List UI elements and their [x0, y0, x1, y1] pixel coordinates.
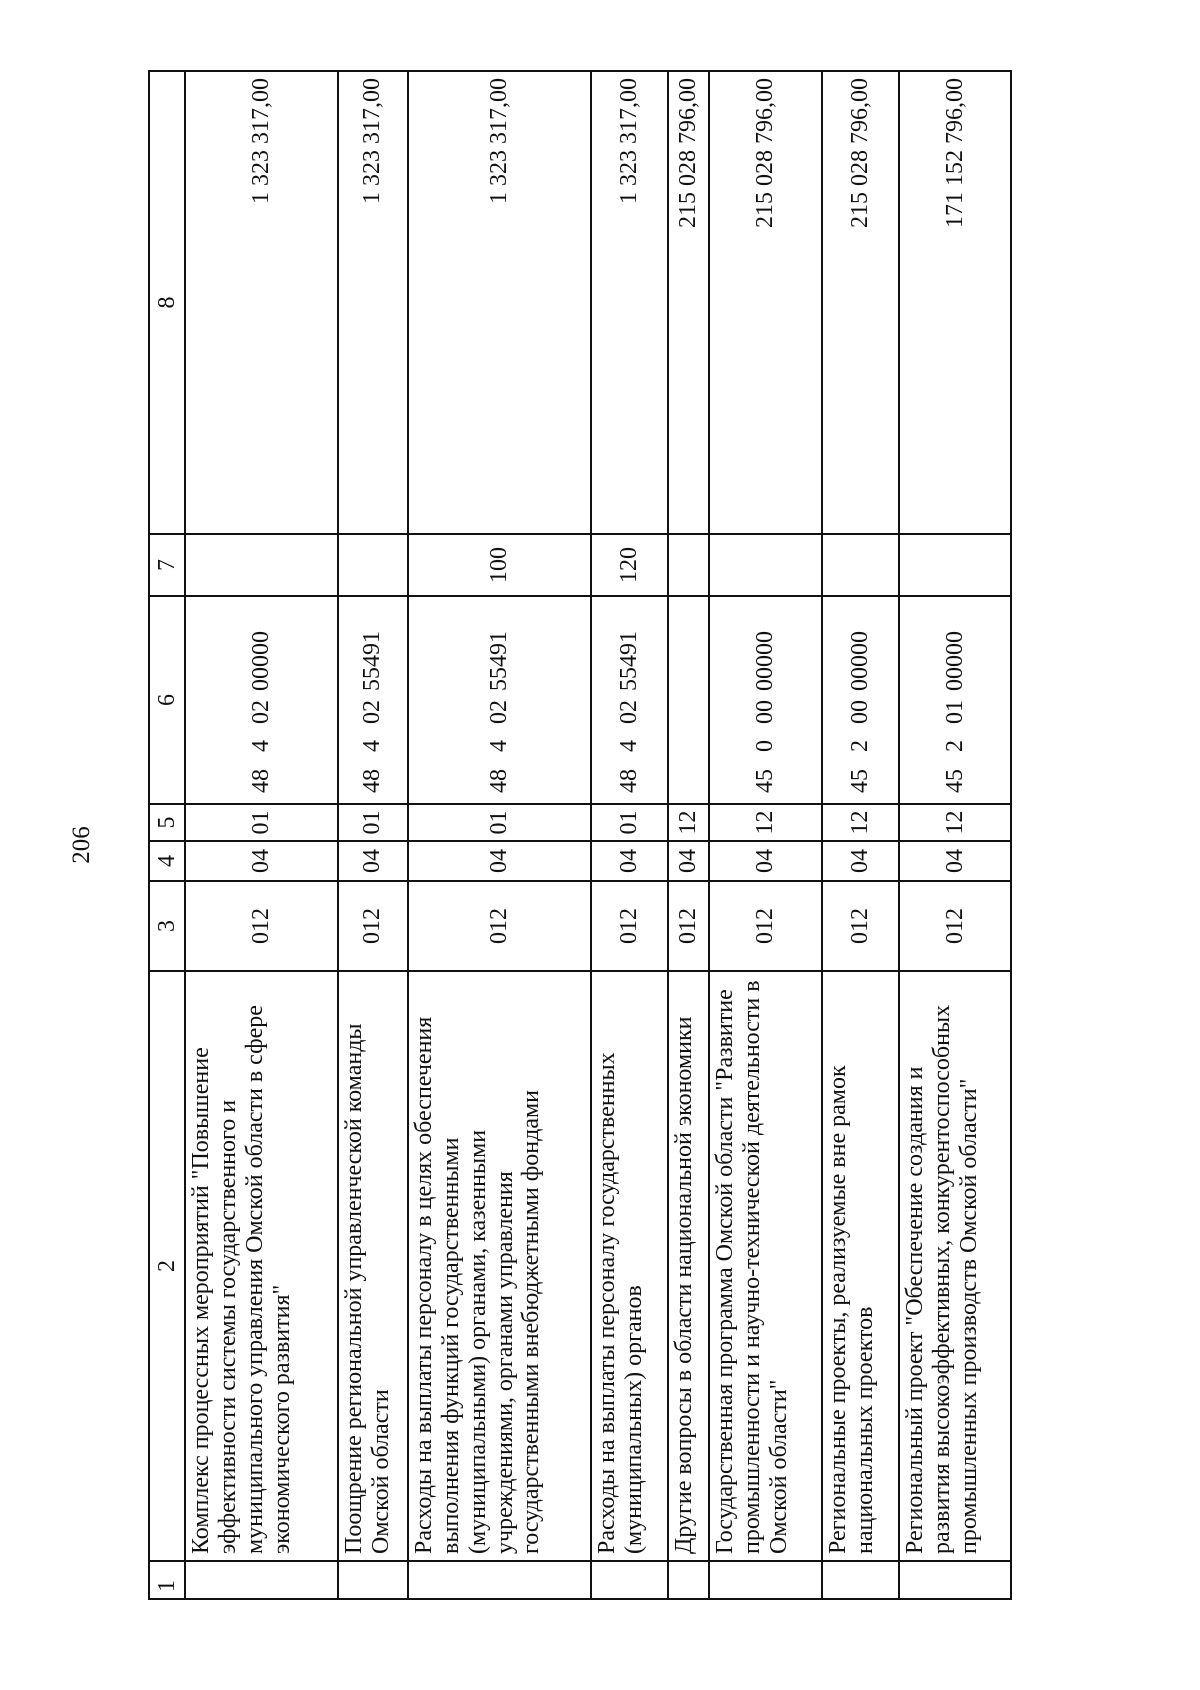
cell-index — [338, 1561, 408, 1599]
cell-index — [899, 1561, 1011, 1599]
table-row — [668, 71, 709, 1599]
csr-part: 45 — [847, 769, 874, 793]
csr-part: 45 — [751, 769, 778, 793]
cell-department: 012 — [668, 881, 709, 971]
table-row — [408, 71, 591, 1599]
cell-name: Региональный проект "Обеспечение создания и развития высокоэффективных, конкурентоспособных промышленных производств Омской области" — [899, 971, 1011, 1561]
csr-part: 2 — [847, 740, 874, 752]
cell-subsection: 12 — [822, 804, 899, 841]
csr-part: 48 — [247, 769, 274, 793]
table-header-row — [149, 71, 185, 1599]
cell-amount: 1 323 317,00 — [408, 71, 591, 534]
header-col-6: 6 — [149, 596, 185, 804]
cell-subsection: 01 — [185, 804, 338, 841]
cell-name: Расходы на выплаты персоналу государственных (муниципальных) органов — [591, 971, 668, 1561]
cell-index — [709, 1561, 822, 1599]
cell-expense-type: 120 — [591, 534, 668, 596]
cell-target-article — [899, 596, 1011, 804]
cell-amount: 171 152 796,00 — [899, 71, 1011, 534]
csr-part: 02 — [247, 700, 274, 724]
cell-section: 04 — [338, 841, 408, 881]
cell-target-article — [408, 596, 591, 804]
cell-department: 012 — [591, 881, 668, 971]
table-row — [185, 71, 338, 1599]
csr-part: 2 — [941, 740, 968, 752]
header-col-5: 5 — [149, 804, 185, 841]
cell-department: 012 — [185, 881, 338, 971]
cell-expense-type — [338, 534, 408, 596]
cell-index — [822, 1561, 899, 1599]
csr-part: 01 — [941, 700, 968, 724]
cell-expense-type — [668, 534, 709, 596]
header-col-1: 1 — [149, 1561, 185, 1599]
cell-name: Комплекс процессных мероприятий "Повышение эффективности системы государственного и муниципального управления Омской области в сфере экономического развития" — [185, 971, 338, 1561]
csr-part: 4 — [359, 740, 386, 752]
cell-section: 04 — [709, 841, 822, 881]
csr-part: 45 — [941, 769, 968, 793]
cell-subsection: 01 — [408, 804, 591, 841]
rotated-table-container — [148, 72, 1012, 1600]
cell-section: 04 — [591, 841, 668, 881]
table-row — [709, 71, 822, 1599]
budget-table — [148, 70, 1012, 1600]
csr-part: 00000 — [847, 631, 874, 691]
csr-part: 55491 — [359, 631, 386, 691]
cell-amount: 1 323 317,00 — [591, 71, 668, 534]
cell-expense-type — [709, 534, 822, 596]
cell-department: 012 — [408, 881, 591, 971]
table-row — [591, 71, 668, 1599]
cell-section: 04 — [668, 841, 709, 881]
csr-part: 55491 — [486, 631, 513, 691]
cell-target-article — [591, 596, 668, 804]
cell-subsection: 12 — [899, 804, 1011, 841]
cell-department: 012 — [899, 881, 1011, 971]
cell-name: Расходы на выплаты персоналу в целях обеспечения выполнения функций государственными (муниципальными) органами, казенными учреждениями, органами управления государственными внебюджетными фондами — [408, 971, 591, 1561]
cell-name: Поощрение региональной управленческой команды Омской области — [338, 971, 408, 1561]
cell-name: Государственная программа Омской области "Развитие промышленности и научно-технической деятельности в Омской области" — [709, 971, 822, 1561]
header-col-2: 2 — [149, 971, 185, 1561]
csr-part: 48 — [359, 769, 386, 793]
cell-section: 04 — [185, 841, 338, 881]
cell-expense-type — [822, 534, 899, 596]
cell-amount: 215 028 796,00 — [668, 71, 709, 534]
cell-department: 012 — [709, 881, 822, 971]
csr-part: 00000 — [751, 631, 778, 691]
cell-subsection: 12 — [668, 804, 709, 841]
csr-part: 4 — [616, 740, 643, 752]
cell-subsection: 01 — [338, 804, 408, 841]
header-col-8: 8 — [149, 71, 185, 534]
page-number: 206 — [68, 826, 95, 864]
csr-part: 00 — [847, 700, 874, 724]
table-row — [899, 71, 1011, 1599]
cell-expense-type — [899, 534, 1011, 596]
cell-department: 012 — [338, 881, 408, 971]
cell-target-article — [709, 596, 822, 804]
csr-part: 00 — [751, 700, 778, 724]
cell-amount: 215 028 796,00 — [709, 71, 822, 534]
csr-part: 00000 — [247, 631, 274, 691]
header-col-4: 4 — [149, 841, 185, 881]
cell-department: 012 — [822, 881, 899, 971]
cell-expense-type: 100 — [408, 534, 591, 596]
cell-subsection: 01 — [591, 804, 668, 841]
cell-target-article — [185, 596, 338, 804]
csr-part: 02 — [616, 700, 643, 724]
csr-part: 02 — [486, 700, 513, 724]
cell-section: 04 — [899, 841, 1011, 881]
table-row — [822, 71, 899, 1599]
cell-subsection: 12 — [709, 804, 822, 841]
csr-part: 55491 — [616, 631, 643, 691]
header-col-7: 7 — [149, 534, 185, 596]
csr-part: 48 — [486, 769, 513, 793]
csr-part: 00000 — [941, 631, 968, 691]
csr-part: 4 — [247, 740, 274, 752]
cell-target-article — [338, 596, 408, 804]
csr-part: 0 — [751, 740, 778, 752]
cell-index — [668, 1561, 709, 1599]
csr-part: 48 — [616, 769, 643, 793]
cell-amount: 1 323 317,00 — [185, 71, 338, 534]
cell-amount: 1 323 317,00 — [338, 71, 408, 534]
cell-target-article — [822, 596, 899, 804]
cell-target-article — [668, 596, 709, 804]
cell-expense-type — [185, 534, 338, 596]
cell-name: Другие вопросы в области национальной экономики — [668, 971, 709, 1561]
cell-index — [408, 1561, 591, 1599]
cell-amount: 215 028 796,00 — [822, 71, 899, 534]
table-row — [338, 71, 408, 1599]
csr-part: 4 — [486, 740, 513, 752]
cell-section: 04 — [822, 841, 899, 881]
cell-index — [591, 1561, 668, 1599]
cell-name: Региональные проекты, реализуемые вне рамок национальных проектов — [822, 971, 899, 1561]
header-col-3: 3 — [149, 881, 185, 971]
cell-section: 04 — [408, 841, 591, 881]
csr-part: 02 — [359, 700, 386, 724]
cell-index — [185, 1561, 338, 1599]
